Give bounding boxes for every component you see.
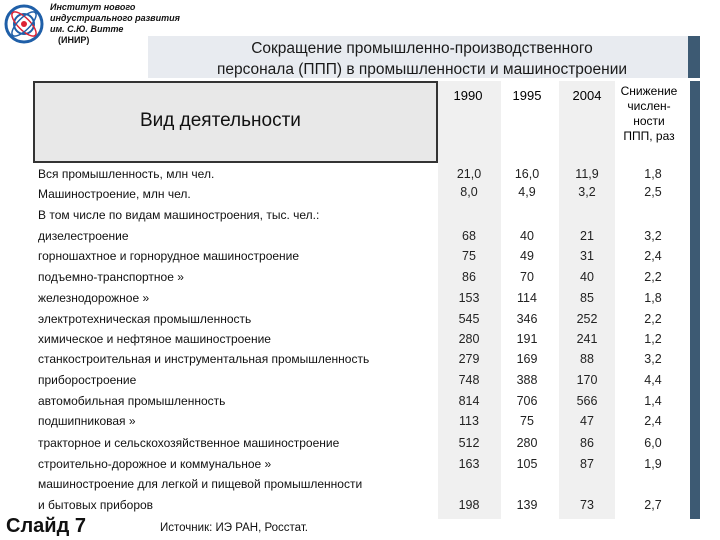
table-cell: 252	[576, 312, 598, 326]
table-cell: 748	[458, 373, 480, 387]
table-cell: 280	[516, 436, 538, 450]
table-cell: 706	[516, 394, 538, 408]
institute-abbr: (ИНИР)	[58, 35, 90, 45]
reduction-header	[614, 84, 684, 144]
table-cell: 170	[576, 373, 598, 387]
table-cell: 388	[516, 373, 538, 387]
slide-title-line-1: Сокращение промышленно-производственного	[251, 40, 593, 57]
table-cell: 2,7	[644, 498, 662, 512]
table-cell: 113	[459, 414, 479, 428]
row-label: автомобильная промышленность	[38, 394, 226, 408]
reduction-header-line-2: числен-	[627, 99, 671, 113]
row-label: и бытовых приборов	[38, 498, 154, 512]
year-header-2004: 2004	[572, 88, 602, 103]
table-cell: 169	[516, 352, 538, 366]
row-label: подшипниковая »	[38, 414, 136, 428]
table-cell: 16,0	[514, 167, 540, 181]
table-cell: 1,9	[644, 457, 662, 471]
activity-header: Вид деятельности	[140, 110, 301, 131]
table-cell: 153	[458, 291, 480, 305]
table-cell: 3,2	[644, 229, 662, 243]
institute-line-2: индустриального развития	[50, 13, 180, 23]
table-cell: 73	[580, 498, 594, 512]
institute-logo	[4, 4, 44, 44]
row-label: Машиностроение, млн чел.	[38, 187, 191, 201]
institute-line-1: Институт нового	[50, 2, 136, 12]
table-cell: 814	[458, 394, 480, 408]
slide-title	[148, 38, 696, 80]
table-cell: 198	[458, 498, 480, 512]
reduction-header-line-1: Снижение	[620, 84, 678, 98]
table-cell: 75	[520, 414, 534, 428]
year-header-1990: 1990	[453, 88, 483, 103]
table-cell: 139	[516, 498, 538, 512]
row-label: дизелестроение	[38, 229, 129, 243]
table-accent-band	[690, 81, 700, 519]
table-cell: 6,0	[644, 436, 662, 450]
table-cell: 1,8	[644, 291, 662, 305]
table-cell: 512	[458, 436, 480, 450]
row-label: В том числе по видам машиностроения, тыс. чел.:	[38, 208, 320, 222]
table-cell: 241	[576, 332, 598, 346]
source-note: Источник: ИЭ РАН, Росстат.	[160, 522, 309, 534]
table-cell: 545	[458, 312, 480, 326]
table-cell: 49	[520, 249, 534, 263]
table-cell: 40	[580, 270, 594, 284]
table-cell: 3,2	[578, 185, 596, 199]
table-cell: 88	[580, 352, 594, 366]
table-cell: 2,4	[644, 249, 662, 263]
table-cell: 87	[580, 457, 594, 471]
table-cell: 31	[580, 249, 594, 263]
row-label: электротехническая промышленность	[38, 312, 252, 326]
table-cell: 85	[580, 291, 594, 305]
table-cell: 8,0	[460, 185, 478, 199]
table-cell: 4,9	[518, 185, 536, 199]
table-cell: 21,0	[456, 167, 482, 181]
year-header-1995: 1995	[512, 88, 542, 103]
row-label: машиностроение для легкой и пищевой промышленности	[38, 477, 363, 491]
table-cell: 105	[516, 457, 538, 471]
table-cell: 86	[462, 270, 476, 284]
table-cell: 566	[576, 394, 598, 408]
table-cell: 21	[580, 229, 594, 243]
table-cell: 70	[520, 270, 534, 284]
table-cell: 346	[516, 312, 538, 326]
table-cell: 40	[520, 229, 534, 243]
table-cell: 163	[458, 457, 480, 471]
table-cell: 114	[517, 291, 537, 305]
table-cell: 11,9	[575, 167, 599, 181]
row-label: строительно-дорожное и коммунальное »	[38, 457, 272, 471]
slide-title-line-2: персонала (ППП) в промышленности и машиностроении	[216, 61, 628, 78]
row-label: станкостроительная и инструментальная промышленность	[38, 352, 370, 366]
table-cell: 2,2	[644, 312, 662, 326]
table-cell: 1,8	[644, 167, 662, 181]
table-cell: 47	[580, 414, 594, 428]
institute-line-3: им. С.Ю. Витте	[50, 24, 124, 34]
table-cell: 2,2	[644, 270, 662, 284]
table-cell: 1,4	[644, 394, 662, 408]
table-cell: 280	[458, 332, 480, 346]
row-label: химическое и нефтяное машиностроение	[38, 332, 271, 346]
table-cell: 191	[516, 332, 538, 346]
table-cell: 75	[462, 249, 476, 263]
table-cell: 3,2	[644, 352, 662, 366]
row-label: тракторное и сельскохозяйственное машиностроение	[38, 436, 340, 450]
table-cell: 86	[580, 436, 594, 450]
row-label: горношахтное и горнорудное машиностроение	[38, 249, 300, 263]
reduction-header-line-4: ППП, раз	[623, 129, 675, 143]
table-cell: 1,2	[644, 332, 662, 346]
reduction-header-line-3: ности	[633, 114, 665, 128]
table-cell: 68	[462, 229, 476, 243]
table-cell: 2,4	[644, 414, 662, 428]
row-label: подъемно-транспортное »	[38, 270, 184, 284]
slide-number: Слайд 7	[6, 515, 86, 537]
row-label: железнодорожное »	[38, 291, 150, 305]
row-label: приборостроение	[38, 373, 137, 387]
table-cell: 279	[458, 352, 480, 366]
row-label: Вся промышленность, млн чел.	[38, 167, 215, 181]
table-cell: 4,4	[644, 373, 662, 387]
table-cell: 2,5	[644, 185, 662, 199]
